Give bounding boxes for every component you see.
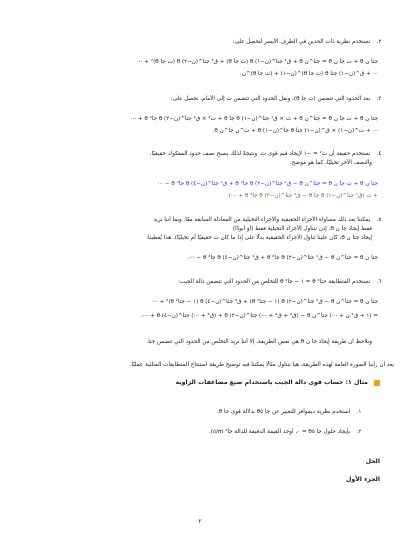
example-question-1 [14, 408, 366, 416]
step-4 [14, 150, 386, 158]
question-number: ٢. [356, 429, 362, 435]
equation-3a: جتا ن θ + ت جا ن θ = جتا^ن θ + ت × ق¹ جتا^(ن−١) θ جا θ + ت² × ق² جتا^(ن−٢) θ جا² θ + ⋯ [130, 116, 378, 122]
question-number: ١. [356, 409, 362, 415]
step-text: يمكننا بعد ذلك مساواة الأجزاء الحقيقية والأجزاء التخيلية من المعادلة السابقة معًا. وبما أننا نريد [153, 217, 371, 223]
step-5-line-2: فقط إيجاد جا ن θ، إذن نتناول الأجزاء التخيلية فقط (أو أبودًا) [232, 226, 372, 232]
step-text: نستخدم حقيقة أن ت² = −١ لإيجاد قيم قوى ت. ونتيجةً لذلك يصبح نصف حدود المفكوك حقيقيًا، [149, 151, 371, 157]
equation-6a: جتا ن θ = جتا^ن θ − ق² جتا^(ن−٢) θ (١ − جتا² θ) + ق⁴ جتا^(ن−٤) θ (١ − جتا² θ)² + ⋯ [152, 299, 378, 305]
step-5-line-3: إيجاد جتا ن θ، كان علينا تناول الأجزاء الحقيقية بدلًا على إذا ما كان ت حقيقيًا أم تخيليًا). هذا يُعطينا: [146, 235, 372, 241]
question-text: بإيجاد حلول جا θ٥ = ٠، أوجد القيمة الدقيقة للدالة جا² (π/٥). [209, 429, 351, 435]
step-6 [14, 278, 386, 286]
solution-heading: الحل [365, 458, 380, 465]
step-4-line-2: والنصف الآخر تخيليًا، كما هو موضح: [290, 160, 372, 166]
question-text: استخدم نظرية ديموافر للتعبير عن جا θ٥ بدلالة قوى جا θ. [216, 409, 351, 415]
page-number: ٢ [198, 518, 202, 525]
equation-2a: جتا ن θ + ت جا ن θ = جتا^ن θ + ق¹ جتا^(ن−١) θ (ت جا θ) + ق² جتا^(ن−٢) θ (ت جا θ)² + ⋯ [137, 59, 378, 65]
step-number: ٦. [376, 279, 382, 285]
example-title [176, 379, 380, 386]
step-number: ٤. [376, 151, 382, 157]
equation-6b: = (١ + ق² ن + ⋯) جتا^ن θ − (ق² + ق⁴ + ⋯) جتا^(ن−٢) θ + (ق⁴ + ⋯) جتا^(ن−٤) θ + ⋯. [140, 313, 378, 319]
equation-5: جتا ن θ = جتا^ن θ − ق² جتا^(ن−٢) θ جا² θ + ق⁴ جتا^(ن−٤) θ جا⁴ θ − ⋯. [187, 255, 378, 261]
intro-paragraph: بعد أن رأينا الصورة العامة لهذه الطريقة، هيا نتناول مثالًا يمكننا فيه توضيح طريقة استنتاج المتطابقات المثلثية عمليًا. [129, 362, 394, 368]
equation-3b: ⋯ + ت^(ن−١) × ق^(ن−١) جتا θ جا^(ن−١) θ + ت^ن جا^ن θ. [212, 128, 378, 134]
part-one-heading: الجزء الأول [345, 476, 380, 483]
step-2 [14, 38, 386, 46]
step-number: ٢. [376, 39, 382, 45]
example-question-2 [14, 428, 366, 436]
example-title-text: مثال ١: حساب قوى دالة الجيب باستخدام صيغ مضاعفات الزاوية [175, 379, 368, 386]
equation-2b: ⋯ + ق^(ن−١) جتا θ (ت جا θ)^(ن−١) + (ت جا θ)^ن. [240, 71, 378, 77]
step-text: بعد الحدود التي تتضمن (ت جا θ)، ونقل الحدود التي تتضمن ت إلى الأمام، نحصل على: [170, 96, 371, 102]
step-text: نستخدم نظرية ذات الحدين في الطرف الأيسر لنحصل على: [232, 39, 371, 45]
step-number: ٣. [376, 96, 382, 102]
equation-4a: جتا ن θ + ت جا ن θ = جتا^ن θ − ق² جتا^(ن−٢) θ جا² θ + ق⁴ جتا^(ن−٤) θ جا⁴ θ − ⋯ [157, 181, 378, 187]
step-3 [14, 95, 386, 103]
step-text: نستخدم المتطابقة جتا² θ = ١ − جا² θ للتخلص من الحدود التي تتضمن دالة الجيب: [177, 279, 371, 285]
equation-4b: + ت (ق¹ جتا^(ن−١) θ جا θ − ق³ جتا^(ن−٣) θ جا³ θ + ⋯). [227, 193, 378, 199]
step-5 [14, 216, 386, 224]
note-paragraph: ونلاحظ أن طريقة إيجاد جا ن θ هي نفس الطريقة، إلا أننا نريد التخلص من الحدود التي تتضمن جتا. [146, 339, 372, 345]
orange-square-icon [374, 380, 380, 386]
step-number: ٥. [376, 217, 382, 223]
